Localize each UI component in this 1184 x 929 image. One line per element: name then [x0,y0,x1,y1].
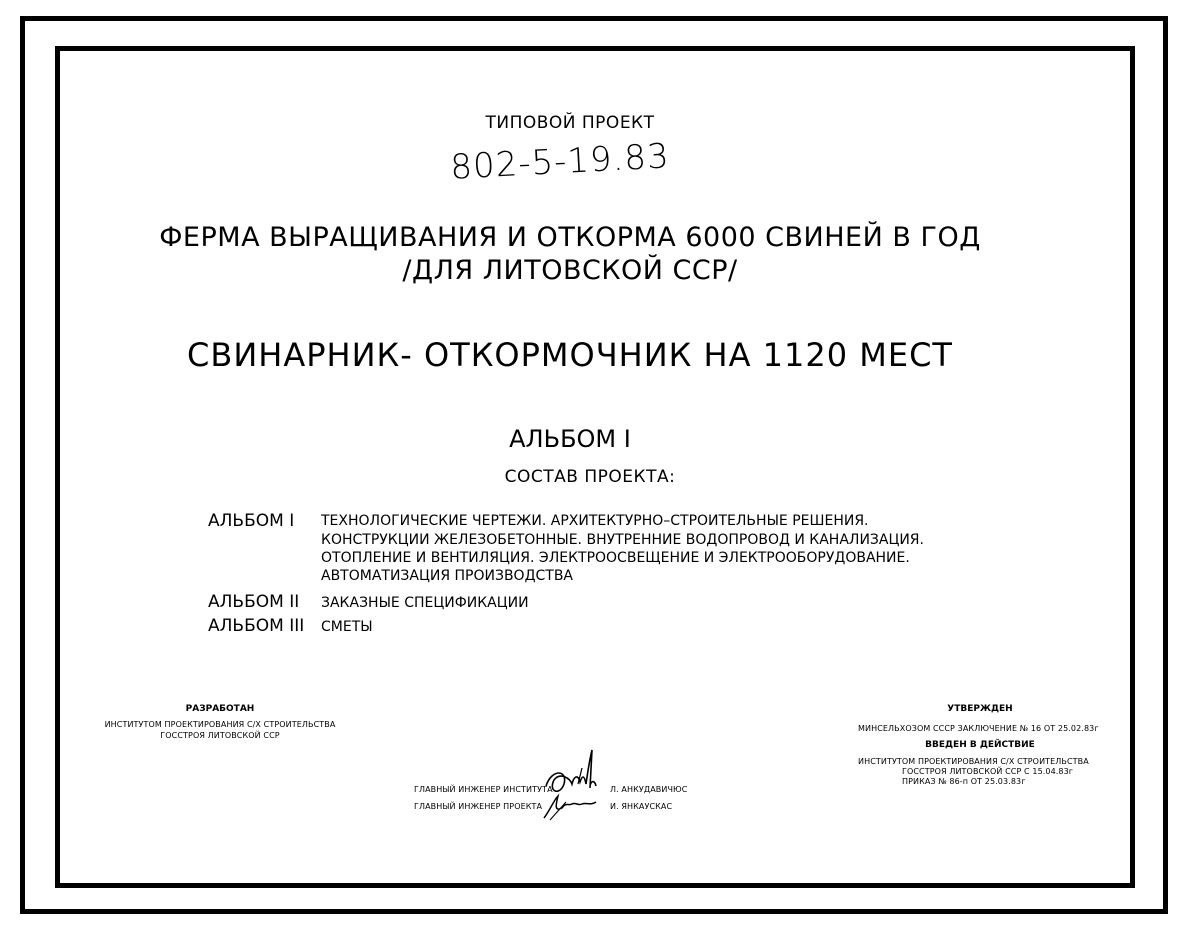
chief-institute-role: ГЛАВНЫЙ ИНЖЕНЕР ИНСТИТУТА [414,785,553,794]
title-line-2: /ДЛЯ ЛИТОВСКОЙ ССР/ [402,255,738,286]
developed-line-1: ИНСТИТУТОМ ПРОЕКТИРОВАНИЯ С/Х СТРОИТЕЛЬСТВА [104,720,336,729]
album-1-line-2: КОНСТРУКЦИИ ЖЕЛЕЗОБЕТОННЫЕ. ВНУТРЕННИЕ ВОДОПРОВОД И КАНАЛИЗАЦИЯ. [321,532,924,548]
album-heading: АЛЬБОМ I [509,425,631,453]
building-title: СВИНАРНИК- ОТКОРМОЧНИК НА 1120 МЕСТ [187,336,953,374]
title-line-1: ФЕРМА ВЫРАЩИВАНИЯ И ОТКОРМА 6000 СВИНЕЙ В ГОД [159,222,981,253]
approved-line-1: МИНСЕЛЬХОЗОМ СССР ЗАКЛЮЧЕНИЕ № 16 ОТ 25.02.83г [858,724,1099,733]
developed-line-2: ГОССТРОЯ ЛИТОВСКОЙ ССР [160,731,280,740]
album-2-line-1: ЗАКАЗНЫЕ СПЕЦИФИКАЦИИ [321,595,529,611]
project-type-label: ТИПОВОЙ ПРОЕКТ [485,113,655,133]
chief-institute-name: Л. АНКУДАВИЧЮС [610,785,688,794]
signature-2 [540,790,602,824]
album-2-label: АЛЬБОМ II [208,592,300,612]
approved-line-2: ИНСТИТУТОМ ПРОЕКТИРОВАНИЯ С/Х СТРОИТЕЛЬСТВА [858,757,1089,766]
project-number: 802-5-19.83 [449,136,671,188]
approved-heading: УТВЕРЖДЕН [947,704,1013,714]
enacted-heading: ВВЕДЕН В ДЕЙСТВИЕ [925,740,1035,750]
chief-project-role: ГЛАВНЫЙ ИНЖЕНЕР ПРОЕКТА [414,802,543,811]
composition-heading: СОСТАВ ПРОЕКТА: [504,467,676,487]
approved-line-3: ГОССТРОЯ ЛИТОВСКОЙ ССР С 15.04.83г [902,767,1074,776]
album-1-line-1: ТЕХНОЛОГИЧЕСКИЕ ЧЕРТЕЖИ. АРХИТЕКТУРНО–СТРОИТЕЛЬНЫЕ РЕШЕНИЯ. [321,513,869,529]
album-1-label: АЛЬБОМ I [208,511,295,531]
developed-heading: РАЗРАБОТАН [185,704,255,714]
album-1-line-4: АВТОМАТИЗАЦИЯ ПРОИЗВОДСТВА [321,568,574,584]
album-1-line-3: ОТОПЛЕНИЕ И ВЕНТИЛЯЦИЯ. ЭЛЕКТРООСВЕЩЕНИЕ И ЭЛЕКТРООБОРУДОВАНИЕ. [321,550,910,566]
chief-project-name: И. ЯНКАУСКАС [610,802,673,811]
approved-line-4: ПРИКАЗ № 86-п ОТ 25.03.83г [902,777,1026,786]
album-3-line-1: СМЕТЫ [321,619,373,635]
album-3-label: АЛЬБОМ III [208,616,305,636]
